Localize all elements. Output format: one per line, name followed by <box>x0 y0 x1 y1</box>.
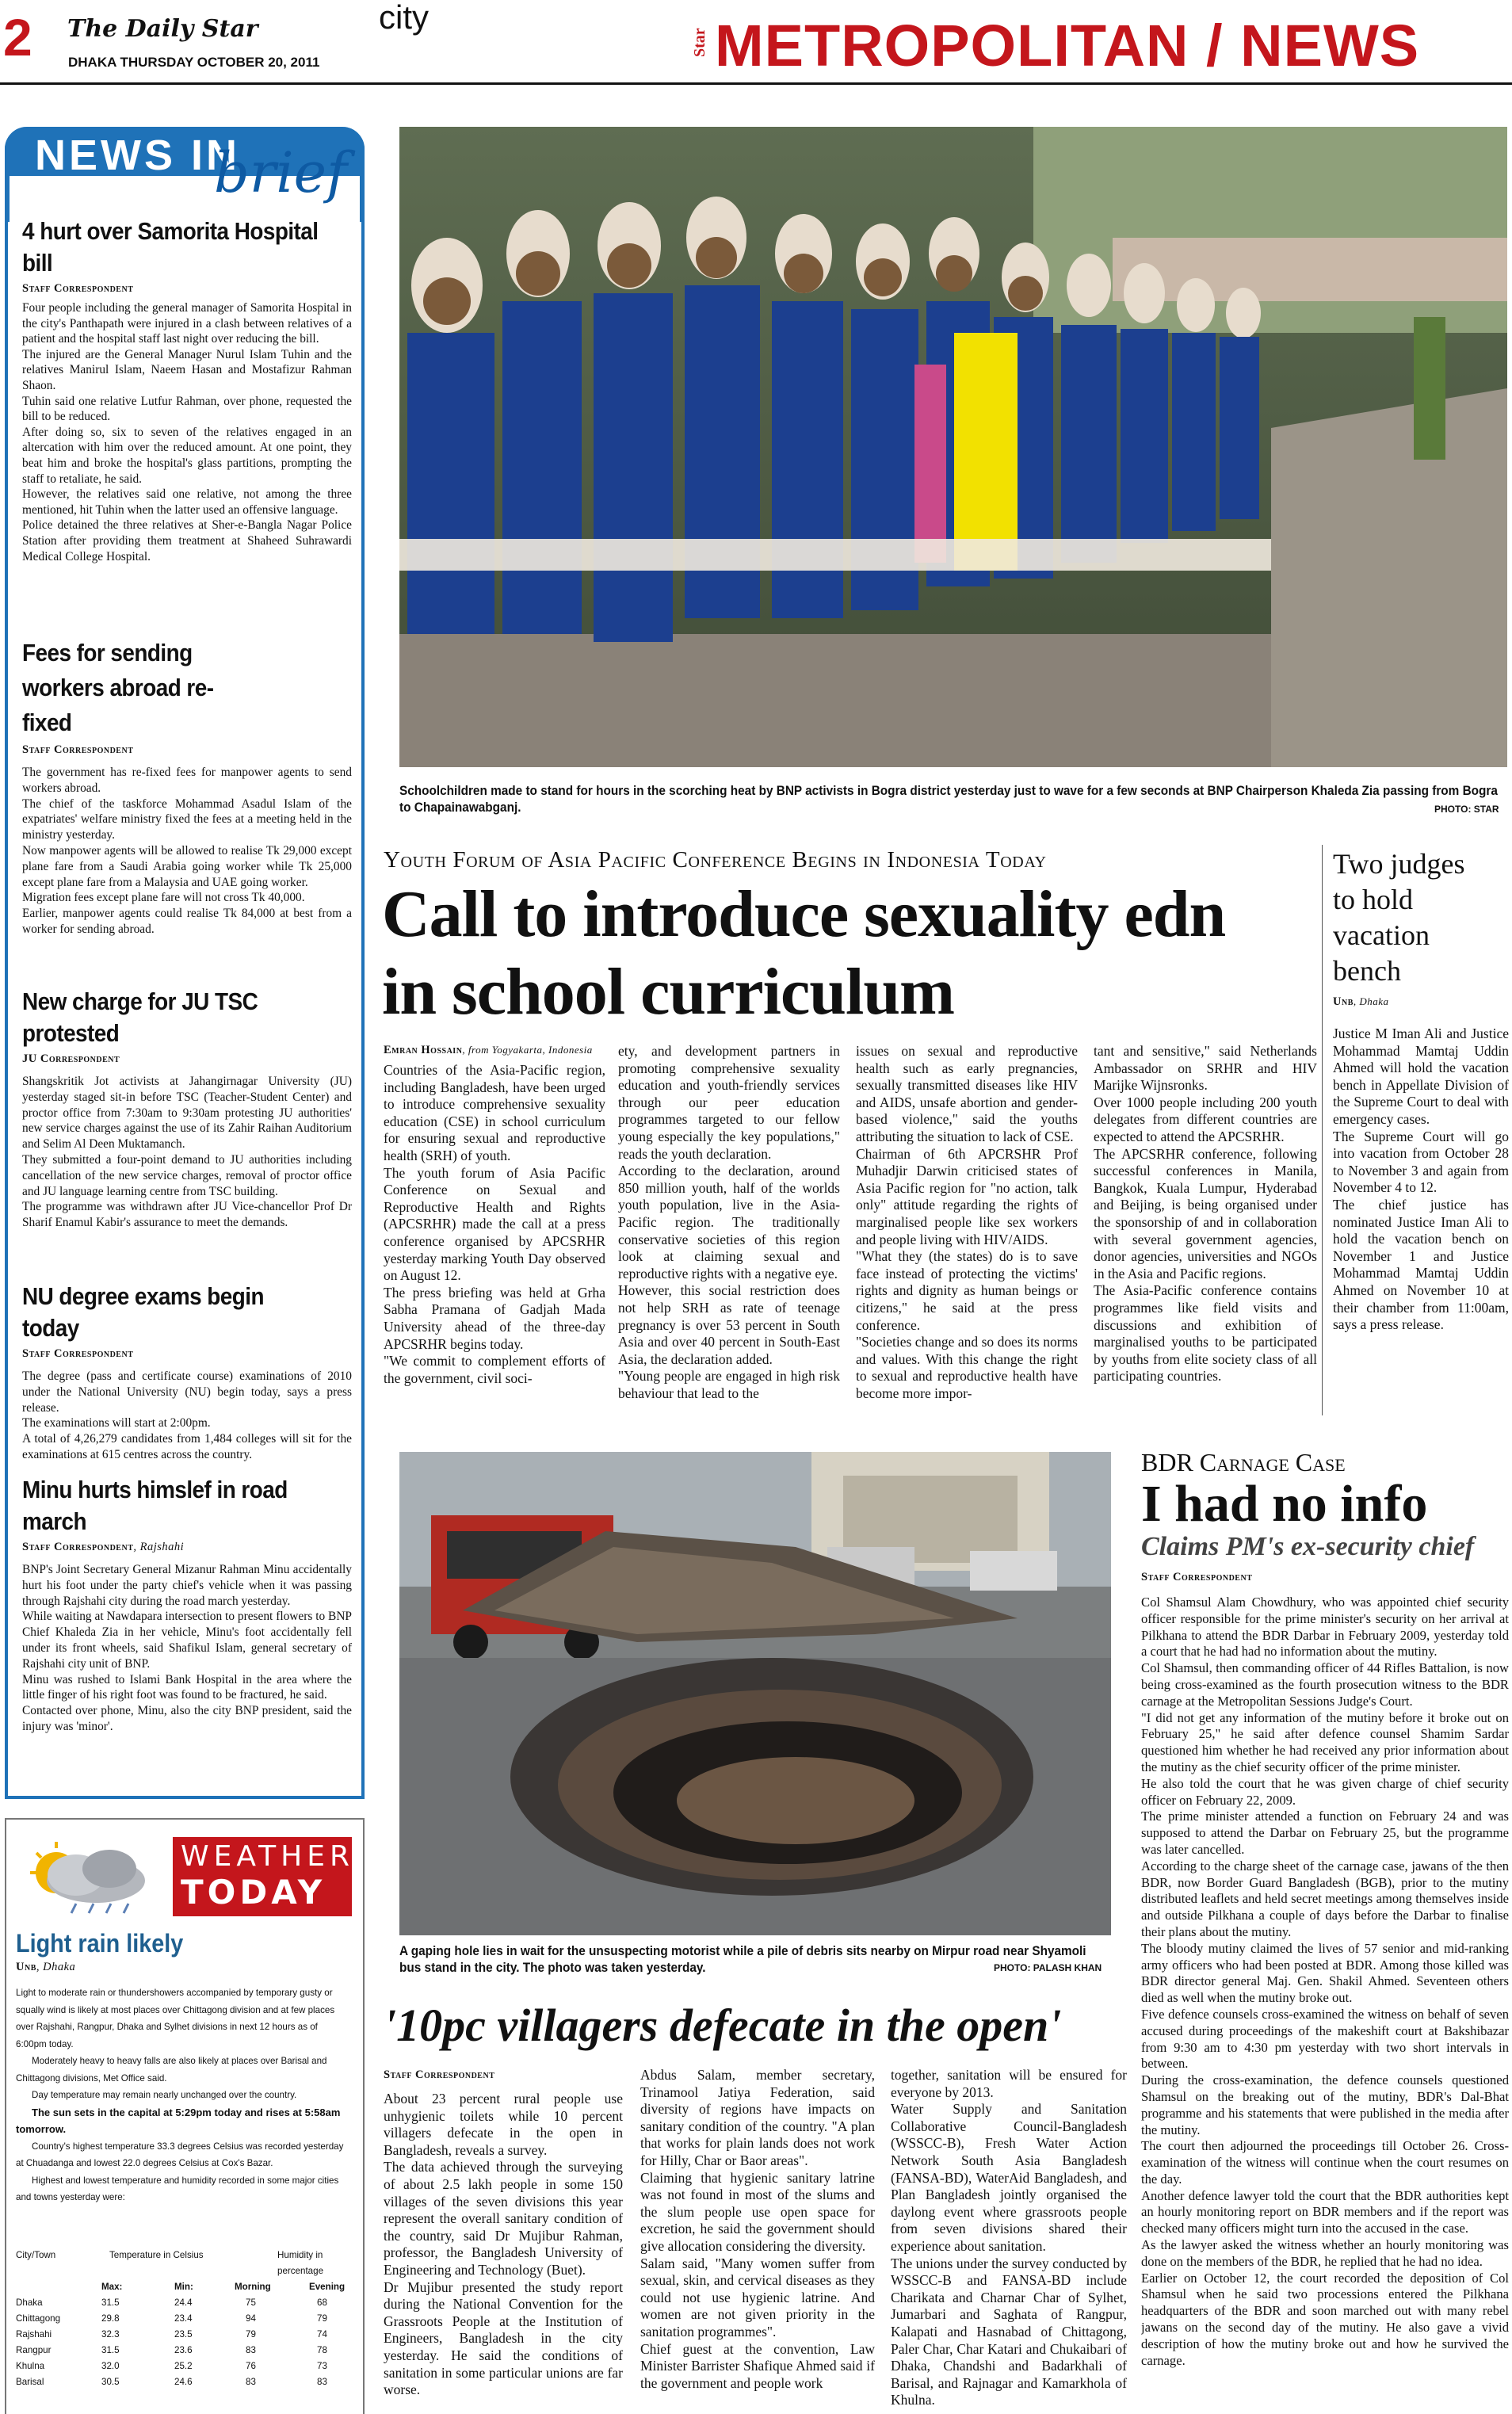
weather-value-cell: 23.6 <box>174 2345 193 2355</box>
brief-headline: Minu hurts himslef in road march <box>22 1476 288 1535</box>
weather-table-head <box>16 2248 350 2279</box>
weather-city-cell: Barisal <box>16 2377 44 2387</box>
section-title: METROPOLITAN / NEWS <box>715 13 1420 78</box>
brief-byline-place: , Rajshahi <box>133 1541 185 1553</box>
schoolchildren-caption: Schoolchildren made to stand for hours in the scorching heat by BNP activists in Bogra district yesterday just to wave for a few seconds at BNP Chairperson Khaleda Zia passing from Bogra to Chapainawabganj. <box>399 784 1498 815</box>
weather-city-cell: Khulna <box>16 2361 45 2371</box>
col-max: Max: <box>101 2282 123 2292</box>
weather-table-row <box>16 2295 350 2311</box>
brief-headline: Fees for sending workers abroad re-fixed <box>22 639 214 736</box>
weather-para: Highest and lowest temperature and humidity recorded in some major cities and towns yesterday were: <box>16 2175 339 2202</box>
bdr-kicker: BDR Carnage Case <box>1141 1448 1346 1476</box>
brief-body: Shangskritik Jot activists at Jahangirnagar University (JU) yesterday staged sit-in before TSC (Teacher-Student Center) and proctor office from 7:30am to 9:30am protesting JU authorities' new service charges against the use of its Zahir Raihan Auditorium and Selim Al Deen Muktamanch. They submitted a four-point demand to JU authorities including cancellation of the new service charges, removal of proctor office and JU language learning centre from TSC building. The programme was withdrawn after JU Vice-chancellor Prof Dr Sharif Enamul Kabir's assurance to meet the demands. <box>22 1075 352 1230</box>
weather-value-cell: 94 <box>246 2313 256 2324</box>
brief-byline-text: Staff Correspondent <box>22 743 134 756</box>
lead-col-3: issues on sexual and reproductive health such as early pregnancies, sexually transmitted diseases like HIV and AIDS, unsafe abortion and gender-based violence," said the youths attributing the situation to lack of CSE. Chairman of 6th APCRSHR Prof Muhadjir Darwin criticised states of Asia Pacific region for "no action, talk only" attitude regarding the rights of marginalised people like sex workers and people living with HIV/AIDS. "What they (the states) do is to save face instead of protecting the victims' rights and dignity as human beings or citizens," he said at the press conference. "Societies change and so does its norms and values. With this change the right to sexual and reproductive health have become more impor- <box>856 1043 1078 1401</box>
brief-byline <box>22 1347 352 1361</box>
weather-para: The sun sets in the capital at 5:29pm today and rises at 5:58am tomorrow. <box>16 2106 341 2135</box>
brief-byline <box>22 1052 352 1066</box>
weather-value-cell: 74 <box>317 2329 327 2340</box>
weather-value-cell: 83 <box>246 2377 256 2387</box>
weather-value-cell: 83 <box>317 2377 327 2387</box>
weather-city-cell: Rangpur <box>16 2345 52 2355</box>
bdr-subhead: Claims PM's ex-security chief <box>1141 1532 1475 1561</box>
col-humidity: Humidity in percentage <box>277 2250 324 2276</box>
weather-table <box>16 2248 350 2390</box>
weather-value-cell: 68 <box>317 2298 327 2308</box>
weather-byline <box>16 1961 75 1974</box>
brief-byline-text: Staff Correspondent <box>22 282 134 295</box>
road-hole-photo <box>399 1452 1111 1935</box>
weather-value-cell: 79 <box>246 2329 256 2340</box>
villagers-byline <box>384 2068 494 2082</box>
weather-city-cell: Chittagong <box>16 2313 61 2324</box>
star-logo: Star <box>691 28 708 57</box>
schoolchildren-photo <box>399 127 1507 767</box>
weather-table-row <box>16 2343 350 2359</box>
schoolchildren-credit: PHOTO: STAR <box>1434 804 1499 815</box>
weather-value-cell: 73 <box>317 2361 327 2371</box>
weather-value-cell: 31.5 <box>101 2345 120 2355</box>
cloud-rain-icon <box>21 1837 155 1916</box>
brief-item <box>22 986 352 1281</box>
brief-content <box>22 216 352 1759</box>
brief-item <box>22 1474 352 1759</box>
weather-value-cell: 24.6 <box>174 2377 193 2387</box>
brief-byline <box>22 743 352 757</box>
weather-value-cell: 31.5 <box>101 2298 120 2308</box>
brief-byline <box>22 282 352 296</box>
dateline: DHAKA THURSDAY OCTOBER 20, 2011 <box>68 55 320 70</box>
col-min: Min: <box>174 2282 193 2292</box>
brief-byline <box>22 1541 352 1554</box>
weather-table-row <box>16 2311 350 2327</box>
col-city: City/Town <box>16 2250 56 2260</box>
bdr-headline: I had no info <box>1141 1475 1428 1533</box>
weather-value-cell: 32.0 <box>101 2361 120 2371</box>
brief-body: The government has re-fixed fees for manpower agents to send workers abroad. The chief of the taskforce Mohammad Asadul Islam of the expatriates' welfare ministry fixed the fees at a meeting held in the ministry yesterday. Now manpower agents will be allowed to realise Tk 29,000 except plane fare from a Saudi Arabia going worker while Tk 25,000 except plane fare from a Malaysia and UAE going worker. Migration fees except plane fare will not cross Tk 40,000. Earlier, manpower agents could realise Tk 84,000 at best from a worker for sending abroad. <box>22 766 352 936</box>
weather-table-subhead <box>16 2279 350 2295</box>
weather-table-body <box>16 2295 350 2390</box>
judges-byline-text: Unb <box>1333 995 1354 1008</box>
weather-para: Day temperature may remain nearly unchanged over the country. <box>32 2090 297 2100</box>
brief-item <box>22 636 352 986</box>
weather-city-cell: Dhaka <box>16 2298 43 2308</box>
weather-table-row <box>16 2359 350 2374</box>
road-hole-credit: PHOTO: PALASH KHAN <box>994 1962 1102 1973</box>
brief-byline-text: Staff Correspondent <box>22 1541 134 1553</box>
bdr-body: Col Shamsul Alam Chowdhury, who was appointed chief security officer responsible for the prime minister's security on her arrival at Pilkhana to attend the BDR Darbar in February 2009, yesterday told a court that he had had no information about the mutiny. Col Shamsul, then commanding officer of 44 Rifles Battalion, is now being cross-examined as the fourth prosecution witness to the BDR carnage at the Metropolitan Sessions Judge's Court. "I did not get any information of the mutiny before it broke out on February 25," he said after defence counsel Shamim Sardar questioned him whether he had received any prior information about the mutiny as the chief security officer of the prime minister. He also told the court that he was given charge of chief security officer on February 22, 2009. The prime minister attended a function on February 24 and was supposed to attend the Darbar on February 25, but the programme was later cancelled. According to the charge sheet of the carnage case, jawans of the then BDR, now Border Guard Bangladesh (BGB), prior to the mutiny distributed leaflets and held secret meetings among themselves inside and outside Pilkhana a couple of days before the Darbar to finalise their plans about the mutiny. The bloody mutiny claimed the lives of 57 senior and mid-ranking army officers who had been posted at BDR. Among those killed was BDR director general Maj. Gen. Shakil Ahmed. Seventeen others died as well when the mutiny broke out. Five defence counsels cross-examined the witness on behalf of seven accused during proceedings of the makeshift court at Bakshibazar from 9:30 am to 4:30 pm yesterday with two short intervals in between. During the cross-examination, the defence counsels questioned Shamsul on the breaking out of the mutiny, BDR's Dal-Bhat programme and his statements that were published in the media after the mutiny. The court then adjourned the proceedings till October 26. Cross-examination of the witness will continue when the court resumes on the day. Another defence lawyer told the court that the BDR authorities kept an hourly monitoring report on BDR members and if the report was checked many officers might turn into the accused in the case. As the lawyer asked the witness whether an hourly monitoring was done on the members of the BDR, he replied that he had no idea. Earlier on October 12, the court recorded the deposition of Col Shamsul when he said two processions entered the Pilkhana headquarters of the BDR and soon marched out with many rebel jawans on the second day of the mutiny. He also gave a vivid description of how the mutiny broke out and how he survived the carnage. <box>1141 1595 1509 2368</box>
lead-byline <box>384 1043 605 1057</box>
col-temp: Temperature in Celsius <box>109 2250 204 2260</box>
weather-value-cell: 25.2 <box>174 2361 193 2371</box>
section-tag: city <box>379 0 429 36</box>
brief-item <box>22 216 352 628</box>
lead-columns <box>384 1043 1317 1427</box>
masthead-rule <box>0 82 1512 85</box>
weather-byline-place: , Dhaka <box>36 1961 76 1973</box>
judges-body: Justice M Iman Ali and Justice Mohammad Mamtaj Uddin Ahmed will hold the vacation bench in Appellate Division of the Supreme Court to deal with emergency cases. The Supreme Court will go into vacation from October 28 to November 3 and again from November 4 to 12. The chief justice has nominated Justice Iman Ali to hold the vacation bench on November 1 and Justice Mohammad Mamtaj Uddin Ahmed on November 10 at their chamber from 11:00am, says a press release. <box>1333 1026 1509 1333</box>
brief-headline: 4 hurt over Samorita Hospital bill <box>22 217 319 277</box>
weather-table-row <box>16 2327 350 2343</box>
lead-headline-2: in school curriculum <box>382 955 955 1029</box>
weather-headline: Light rain likely <box>16 1929 184 1958</box>
weather-value-cell: 83 <box>246 2345 256 2355</box>
lead-byline-place: , from Yogyakarta, Indonesia <box>462 1044 593 1056</box>
bdr-byline-text: Staff Correspondent <box>1141 1571 1253 1583</box>
lead-col-2: ety, and development partners in promoting comprehensive sexuality education and youth-friendly services through our peer education programmes targeted to our fellow young especially the key populations," reads the youth declaration. According to the declaration, around 850 million youth, half of the worlds youth population, live in the Asia-Pacific region. The traditionally conservative societies of this region look at claiming sexual and reproductive rights with a negative eye. However, this social restriction does not help SRH as rate of teenage pregnancy is over 53 percent in South Asia and over 40 percent in South-East Asia, the declaration added. "Young people are engaged in high risk behaviour that lead to the <box>618 1043 840 1401</box>
road-hole-caption: A gaping hole lies in wait for the unsuspecting motorist while a pile of debris sits nearby on Mirpur road near Shyamoli bus stand in the city. The photo was taken yesterday. <box>399 1944 1086 1975</box>
villagers-col-3: together, sanitation will be ensured for everyone by 2013. Water Supply and Sanitation Collaborative Council-Bangladesh (WSSCC-B), Fresh Water Action Network South Asia Bangladesh (FANSA-BD), WaterAid Bangladesh, and Plan Bangladesh jointly organised the daylong event where grassroots people from seven divisions shared their experience about sanitation. The unions under the survey conducted by WSSCC-B and FANSA-BD include Charikata and Charnar Char of Sylhet, Jumarbari and Saghata of Rangpur, Kalapati and Hasnabad of Chittagong, Paler Char, Char Katari and Chukaibari of Dhaka, Chandshi and Badarkhali of Barisal, and Rajnagar and Kamarkhola of Khulna. <box>891 2067 1127 2408</box>
page-number: 2 <box>3 8 32 67</box>
bdr-byline <box>1141 1571 1252 1584</box>
lead-col-1 <box>384 1043 605 1411</box>
brief-title-main: NEWS IN <box>35 132 241 179</box>
weather-banner-bottom: TODAY <box>181 1873 326 1912</box>
judges-byline <box>1333 995 1389 1009</box>
weather-value-cell: 32.3 <box>101 2329 120 2340</box>
weather-text <box>16 1984 350 2206</box>
brief-title-script: brief <box>214 140 347 205</box>
lead-body: Countries of the Asia-Pacific region, including Bangladesh, have been urged to introduce comprehensive sexuality education (CSE) in school curriculum for ensuring sexual and reproductive health (SRH) of youth. The youth forum of Asia Pacific Conference on Sexual and Reproductive Health and Rights (APCSRHR) made the call at a press conference organised by APCSRHR yesterday marking Youth Day observed on August 12. The press briefing was held at Grha Sabha Pramana of Gadjah Mada University ahead of the three-day APCSRHR begins today. "We commit to complement efforts of the government, civil soci- <box>384 1062 605 1386</box>
weather-para: Moderately heavy to heavy falls are also likely at places over Barisal and Chittagong divisions, Met Office said. <box>16 2056 327 2084</box>
weather-value-cell: 29.8 <box>101 2313 120 2324</box>
brief-headline: New charge for JU TSC protested <box>22 987 258 1047</box>
lead-kicker: Youth Forum of Asia Pacific Conference Begins in Indonesia Today <box>384 847 1047 873</box>
judges-headline: Two judges to hold vacation bench <box>1333 848 1465 987</box>
lead-col-4: tant and sensitive," said Netherlands Ambassador on SRHR and HIV Marijke Wijnsronks. Over 1000 people including 200 youth delegates from different countries are expected to attend the APCSRHR. The APCSRHR conference, following successful conferences in Manila, Bangkok, Kuala Lumpur, Hyderabad and Beijing, is being organised under the sponsorship of and in collaboration with several government agencies, donor agencies, universities and NGOs in the Asia and Pacific regions. The Asia-Pacific conference contains programmes like field visits and discussions and exhibition of marginalised youths to be participated by youths from elite society class of all participating countries. <box>1094 1043 1317 1385</box>
lead-headline-1: Call to introduce sexuality edn <box>382 877 1226 951</box>
brief-byline-text: Staff Correspondent <box>22 1347 134 1360</box>
weather-value-cell: 23.4 <box>174 2313 193 2324</box>
villagers-headline: '10pc villagers defecate in the open' <box>384 2000 1062 2051</box>
paper-name: The Daily Star <box>67 15 258 43</box>
weather-para: Light to moderate rain or thundershowers accompanied by temporary gusty or squally wind is likely at most places over Chittagong division and at few places over Rajshahi, Rangpur, Dhaka and Sylhet divisions in next 12 hours as of 6:00pm today. <box>16 1988 335 2049</box>
weather-value-cell: 75 <box>246 2298 256 2308</box>
brief-byline-text: JU Correspondent <box>22 1052 120 1065</box>
weather-value-cell: 78 <box>317 2345 327 2355</box>
weather-banner-top: WEATHER <box>181 1840 354 1873</box>
weather-city-cell: Rajshahi <box>16 2329 52 2340</box>
lead-byline-text: Emran Hossain <box>384 1044 463 1056</box>
brief-body: The degree (pass and certificate course) examinations of 2010 under the National University (NU) begin today, says a press release. The examinations will start at 2:00pm. A total of 4,26,279 candidates from 1,484 colleges will sit for the examinations at 615 centres across the country. <box>22 1369 352 1461</box>
brief-headline: NU degree exams begin today <box>22 1282 264 1342</box>
judges-byline-place: , Dhaka <box>1353 995 1389 1007</box>
judges-divider <box>1322 845 1323 1415</box>
weather-value-cell: 24.4 <box>174 2298 193 2308</box>
weather-para: Country's highest temperature 33.3 degrees Celsius was recorded yesterday at Chuadanga and lowest 22.0 degrees Celsius at Cox's Bazar. <box>16 2141 344 2168</box>
weather-value-cell: 79 <box>317 2313 327 2324</box>
villagers-col-2: Abdus Salam, member secretary, Trinamool Jatiya Federation, said diversity of regions have impacts on sanitary condition of the country. "A plan that works for plain lands does not work for Hilly, Char or Baor areas". Claiming that hygienic sanitary latrine was not found in most of the slums and the slum people use open space for excretion, he said the government should give allocation considering the diversity. Salam said, "Many women suffer from sexual, skin, and cervical diseases as they could not use hygienic latrine. And women are not given priority in the sanitation programmes". Chief guest at the convention, Law Minister Barrister Shafique Ahmed said if the government and people work <box>640 2067 875 2391</box>
col-evening: Evening <box>309 2282 346 2292</box>
brief-body: Four people including the general manager of Samorita Hospital in the city's Panthapath were injured in a clash between relatives of a patient and the hospital staff last night over reducing the bill. The injured are the General Manager Nurul Islam Tuhin and the relatives Manirul Islam, Naeem Hasan and Mostafizur Rahman Shaon. Tuhin said one relative Lutfur Rahman, over phone, requested the bill to be reduced. After doing so, six to seven of the relatives engaged in an altercation with him over the reduced amount. At one point, they beat him and broke the hospital's glass partitions, prompting the staff to retaliate, he said. However, the relatives said one relative, not among the three mentioned, hit Tuhin when the latter used an offensive language. Police detained the three relatives at Sher-e-Bangla Nagar Police Station after providing them treatment at Shaheed Suhrawardi Medical College Hospital. <box>22 301 352 563</box>
villagers-col-1: About 23 percent rural people use unhygienic toilets while 10 percent villagers defecate in the open in Bangladesh, reveals a survey. The data achieved through the surveying of about 2.5 lakh people in some 150 villages of the seven divisions this year represent the overall sanitary condition of the country, said Dr Mujibur Rahman, professor, the Bangladesh University of Engineering and Technology (Buet). Dr Mujibur presented the study report during the National Convention for the Grassroots People at the Institution of Engineers, Bangladesh in the city yesterday. He said the conditions of sanitation in some particular unions are far worse. <box>384 2091 623 2398</box>
weather-table-row <box>16 2374 350 2390</box>
weather-value-cell: 23.5 <box>174 2329 193 2340</box>
villagers-byline-text: Staff Correspondent <box>384 2068 495 2081</box>
weather-byline-text: Unb <box>16 1961 36 1973</box>
brief-body: BNP's Joint Secretary General Mizanur Rahman Minu accidentally hurt his foot under the party chief's vehicle when it was passing through Rajshahi city during the road march yesterday. While waiting at Nawdapara intersection to present flowers to BNP Chief Khaleda Zia in her vehicle, Minu's foot accidentally fell under its front wheels, said Shafikul Islam, general secretary of Rajshahi city unit of BNP. Minu was rushed to Islami Bank Hospital in the area where the little finger of his right foot was found to be fractured, he said. Contacted over phone, Minu, also the city BNP president, said the injury was 'minor'. <box>22 1563 352 1733</box>
weather-value-cell: 30.5 <box>101 2377 120 2387</box>
brief-item <box>22 1281 352 1474</box>
weather-value-cell: 76 <box>246 2361 256 2371</box>
col-morning: Morning <box>235 2282 271 2292</box>
